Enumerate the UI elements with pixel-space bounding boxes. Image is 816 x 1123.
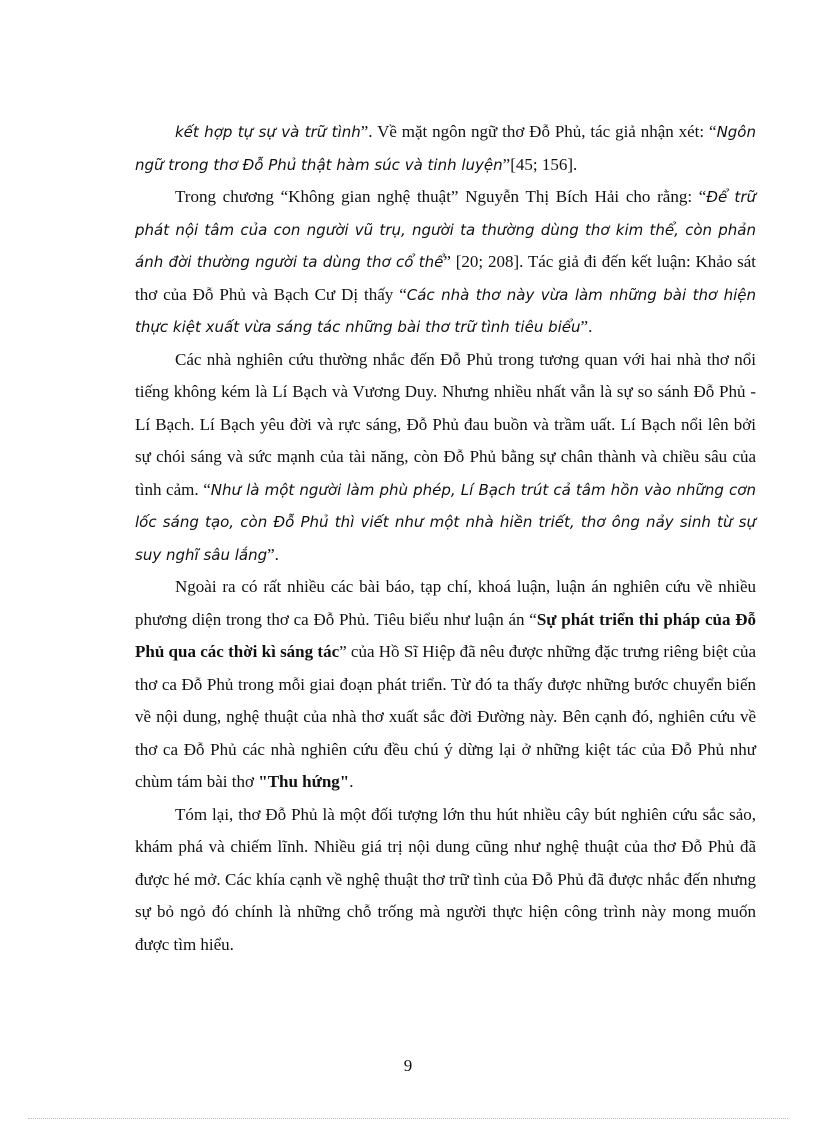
text-run: Ngoài ra có rất nhiều các bài báo, tạp chí, khoá luận, luận án nghiên cứu về nhiều phương diện trong thơ ca Đỗ Phủ. Tiêu biểu như luận án “: [135, 577, 756, 629]
poem-title-bold: "Thu hứng": [258, 772, 350, 791]
paragraph-3: [135, 344, 756, 572]
citation: ”[45; 156].: [502, 154, 578, 174]
text-run: ”.: [580, 317, 593, 336]
page-bottom-border: [28, 1118, 788, 1119]
text-run: ”. Về mặt ngôn ngữ thơ Đỗ Phủ, tác giả nhận xét: “: [360, 122, 717, 141]
body-text: [135, 116, 756, 961]
text-run: ” [20; 208]. Tác giả đi đến kết luận: Khảo sát thơ của Đỗ Phủ và Bạch Cư Dị thấy “: [135, 252, 757, 304]
paragraph-4: [135, 571, 756, 799]
quote-italic: Như là một người làm phù phép, Lí Bạch trút cả tâm hồn vào những cơn lốc sáng tạo, còn Đỗ Phủ thì viết như một nhà hiền triết, thơ ông nảy sinh từ sự suy nghĩ sâu lắng: [135, 480, 756, 564]
text-run: .: [349, 772, 354, 791]
text-run: Các nhà nghiên cứu thường nhắc đến Đỗ Phủ trong tương quan với hai nhà thơ nổi tiếng không kém là Lí Bạch và Vương Duy. Nhưng nhiều nhất vẫn là sự so sánh Đỗ Phủ - Lí Bạch. Lí Bạch yêu đời và rực sáng, Đỗ Phủ đau buồn và trầm uất. Lí Bạch nổi lên bởi sự chói sáng và sức mạnh của tài năng, còn Đỗ Phủ bằng sự chân thành và chiều sâu của tình cảm. “: [135, 349, 756, 499]
quote-italic: Ngôn ngữ trong thơ Đỗ Phủ thật hàm súc và tinh luyện: [135, 123, 756, 174]
text-run: Tóm lại, thơ Đỗ Phủ là một đối tượng lớn thu hút nhiều cây bút nghiên cứu sắc sảo, khám phá và chiếm lĩnh. Nhiều giá trị nội dung cũng như nghệ thuật của thơ Đỗ Phủ đã được hé mở. Các khía cạnh về nghệ thuật thơ trữ tình của Đỗ Phủ đã được nhắc đến nhưng sự bỏ ngỏ đó chính là những chỗ trống mà người thực hiện công trình này mong muốn được tìm hiểu.: [135, 804, 756, 954]
text-run: Trong chương “Không gian nghệ thuật” Nguyễn Thị Bích Hải cho rằng: “: [175, 187, 707, 206]
text-run: ” của Hồ Sĩ Hiệp đã nêu được những đặc trưng riêng biệt của thơ ca Đỗ Phủ trong mỗi giai đoạn phát triển. Từ đó ta thấy được những bước chuyển biến về nội dung, nghệ thuật của nhà thơ xuất sắc đời Đường này. Bên cạnh đó, nghiên cứu về thơ ca Đỗ Phủ các nhà nghiên cứu đều chú ý dừng lại ở những kiệt tác của Đỗ Phủ như chùm tám bài thơ: [135, 642, 756, 791]
paragraph-5: [135, 799, 756, 962]
italic-phrase: kết hợp tự sự và trữ tình: [175, 123, 361, 141]
thesis-title-bold: Sự phát triển thi pháp của Đỗ Phủ qua các thời kì sáng tác: [135, 609, 757, 661]
paragraph-2: [135, 181, 756, 344]
paragraph-1: [135, 116, 756, 181]
quote-italic: Các nhà thơ này vừa làm những bài thơ hiện thực kiệt xuất vừa sáng tác những bài thơ trữ tình tiêu biểu: [135, 285, 756, 336]
text-run: ”.: [267, 544, 279, 564]
page-number: 9: [403, 1056, 413, 1075]
quote-italic: Để trữ phát nội tâm của con người vũ trụ, người ta thường dùng thơ kim thể, còn phản ánh đời thường người ta dùng thơ cổ thể: [135, 188, 756, 271]
